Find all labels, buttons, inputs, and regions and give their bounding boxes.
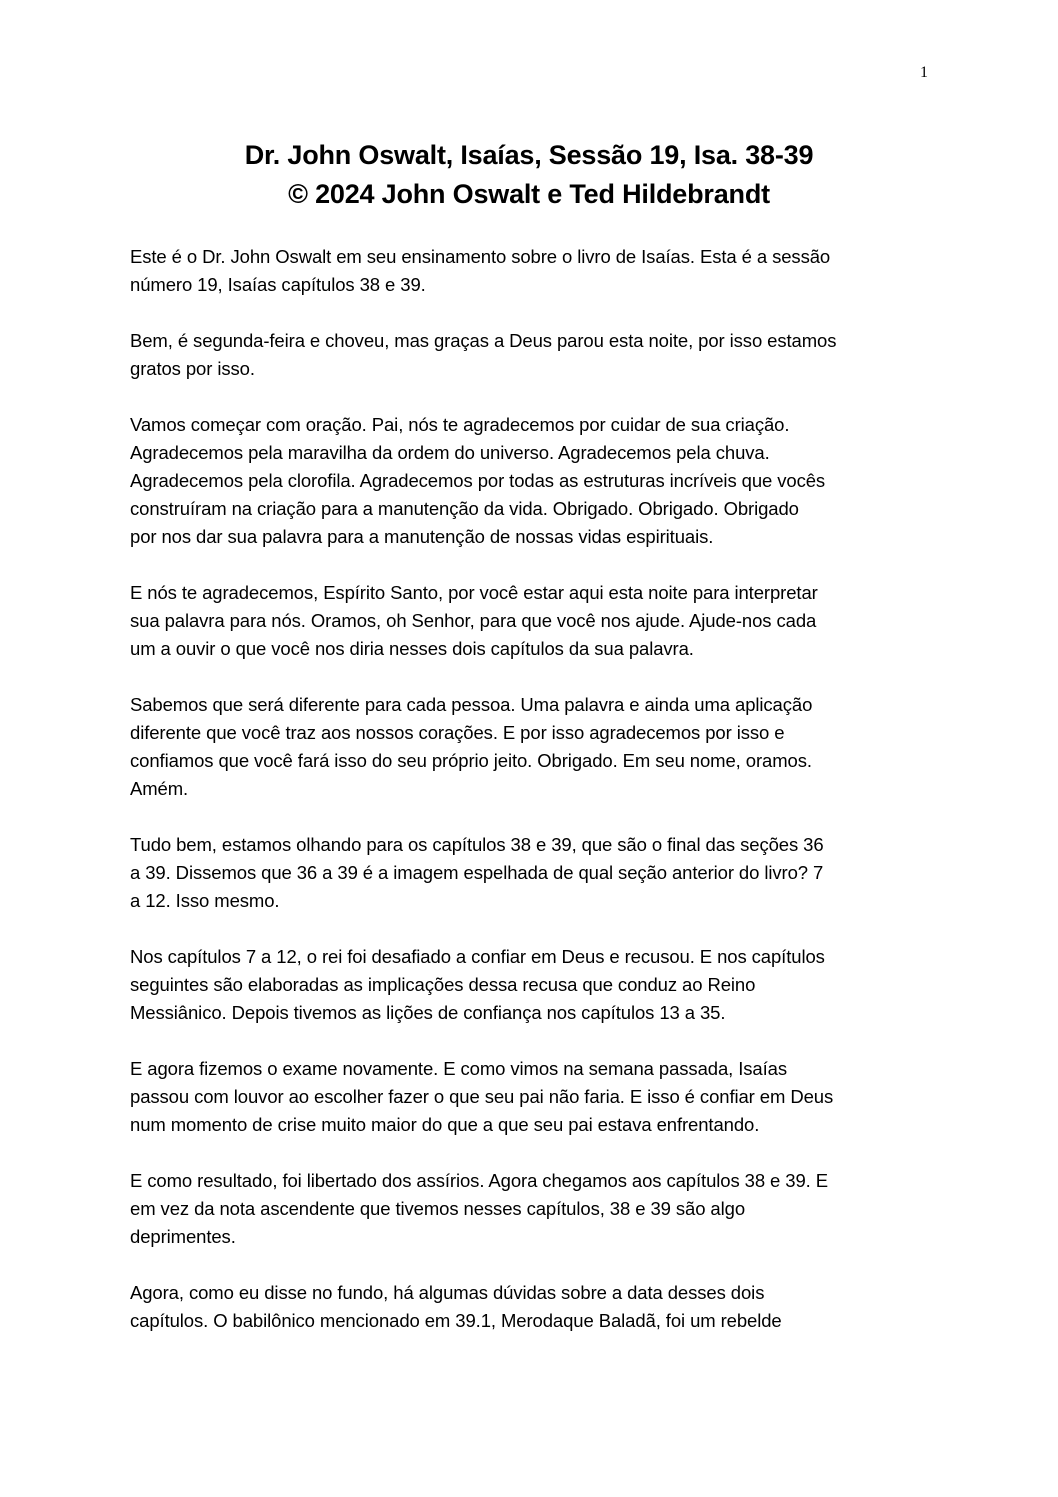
paragraph: Tudo bem, estamos olhando para os capítulos 38 e 39, que são o final das seções 36 a 39. Dissemos que 36 a 39 é a imagem espelhada de qual seção anterior do livro? 7 a 12. Isso mesmo. [130, 834, 824, 911]
paragraph: E nós te agradecemos, Espírito Santo, por você estar aqui esta noite para interpretar sua palavra para nós. Oramos, oh Senhor, para que você nos ajude. Ajude-nos cada um a ouvir o que você nos diria nesses dois capítulos da sua palavra. [130, 582, 818, 659]
paragraph: E agora fizemos o exame novamente. E como vimos na semana passada, Isaías passou com louvor ao escolher fazer o que seu pai não faria. E isso é confiar em Deus num momento de crise muito maior do que a que seu pai estava enfrentando. [130, 1058, 834, 1135]
paragraph: Bem, é segunda-feira e choveu, mas graças a Deus parou esta noite, por isso estamos gratos por isso. [130, 330, 837, 379]
page-number: 1 [920, 64, 928, 81]
title-line-1: Dr. John Oswalt, Isaías, Sessão 19, Isa. 38-39 [244, 140, 814, 170]
paragraph: Vamos começar com oração. Pai, nós te agradecemos por cuidar de sua criação. Agradecemos pela maravilha da ordem do universo. Agradecemos pela chuva. Agradecemos pela clorofila. Agradecemos por todas as estruturas incríveis que vocês construíram na criação para a manutenção da vida. Obrigado. Obrigado. Obrigado por nos dar sua palavra para a manutenção de nossas vidas espirituais. [130, 414, 826, 547]
paragraph: Sabemos que será diferente para cada pessoa. Uma palavra e ainda uma aplicação diferente que você traz aos nossos corações. E por isso agradecemos por isso e confiamos que você fará isso do seu próprio jeito. Obrigado. Em seu nome, oramos. Amém. [130, 694, 813, 799]
document-title [0, 136, 1058, 214]
paragraph: Agora, como eu disse no fundo, há algumas dúvidas sobre a data desses dois capítulos. O babilônico mencionado em 39.1, Merodaque Baladã, foi um rebelde [130, 1282, 782, 1331]
title-line-2: © 2024 John Oswalt e Ted Hildebrandt [288, 179, 770, 209]
paragraph: Nos capítulos 7 a 12, o rei foi desafiado a confiar em Deus e recusou. E nos capítulos seguintes são elaboradas as implicações dessa recusa que conduz ao Reino Messiânico. Depois tivemos as lições de confiança nos capítulos 13 a 35. [130, 946, 825, 1023]
paragraph: Este é o Dr. John Oswalt em seu ensinamento sobre o livro de Isaías. Esta é a sessão número 19, Isaías capítulos 38 e 39. [130, 246, 831, 295]
document-body [130, 243, 936, 1363]
paragraph: E como resultado, foi libertado dos assírios. Agora chegamos aos capítulos 38 e 39. E em vez da nota ascendente que tivemos nesses capítulos, 38 e 39 são algo deprimentes. [130, 1170, 828, 1247]
